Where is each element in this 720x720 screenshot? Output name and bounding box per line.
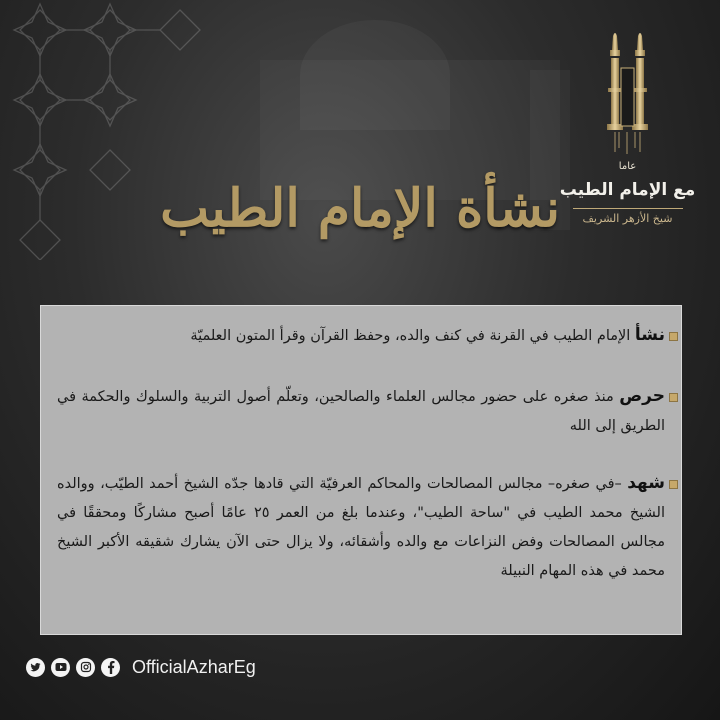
youtube-icon[interactable] xyxy=(51,658,70,677)
logo-title: مع الإمام الطيب xyxy=(559,180,696,200)
facebook-icon[interactable] xyxy=(101,658,120,677)
bullet-icon xyxy=(669,393,678,402)
social-handle[interactable]: OfficialAzharEg xyxy=(132,656,256,677)
paragraph-keyword: شهد xyxy=(627,473,665,493)
background-dome xyxy=(300,20,450,130)
bullet-icon xyxy=(669,332,678,341)
paragraph-text: الإمام الطيب في القرنة في كنف والده، وحفظ القرآن وقرأ المتون العلميّة xyxy=(190,328,635,344)
logo-badge: عاما xyxy=(618,161,637,172)
logo-divider xyxy=(573,208,683,209)
paragraph-keyword: نشأ xyxy=(634,325,665,345)
paragraph-2 xyxy=(57,382,665,441)
paragraph-text: –في صغره– مجالس المصالحات والمحاكم العرفيّة التي قادها جدّه الشيخ أحمد الطيّب، ووالده الشيخ محمد الطيب في "ساحة الطيب"، وعندما بلغ من العمر ٢٥ عامًا أصبح مشاركًا ومحققًا في مجالس المصالحات وفض النزاعات مع والده وأشقائه، ولا يزال حتى الآن يشارك شقيقه الأكبر الشيخ محمد في هذه المهام النبيلة xyxy=(57,476,665,579)
paragraph-3 xyxy=(57,469,665,586)
logo xyxy=(555,28,700,225)
instagram-icon[interactable] xyxy=(76,658,95,677)
twitter-icon[interactable] xyxy=(26,658,45,677)
content-panel xyxy=(40,305,682,635)
social-footer xyxy=(26,652,256,682)
paragraph-text: منذ صغره على حضور مجالس العلماء والصالحين، وتعلّم أصول التربية والسلوك والحكمة في الطريق إلى الله xyxy=(57,389,665,434)
page-title: نشأة الإمام الطيب xyxy=(160,178,560,239)
logo-subtitle: شيخ الأزهر الشريف xyxy=(582,212,673,225)
paragraph-keyword: حرص xyxy=(619,386,665,406)
paragraph-1 xyxy=(57,321,665,351)
bullet-icon xyxy=(669,480,678,489)
minaret-icon xyxy=(555,28,700,158)
